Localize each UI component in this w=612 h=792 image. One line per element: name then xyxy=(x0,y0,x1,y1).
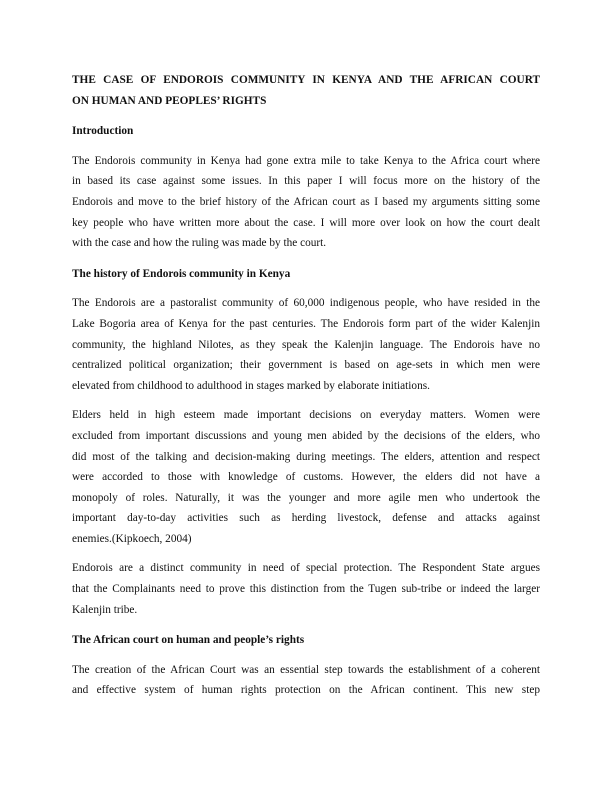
paragraph-line: Elders held in high esteem made important decisions on everyday matters. Women were xyxy=(72,409,540,422)
paragraph-line: in based its case against some issues. In this paper I will focus more on the history of the xyxy=(72,175,540,188)
paragraph xyxy=(72,293,540,396)
paragraph-line: and effective system of human rights protection on the African continent. This new step xyxy=(72,684,540,697)
paragraph-line: The Endorois are a pastoralist community of 60,000 indigenous people, who have resided in the xyxy=(72,297,540,310)
document-page xyxy=(72,70,540,701)
paragraph-line: The creation of the African Court was an essential step towards the establishment of a coherent xyxy=(72,663,540,676)
paragraph-line: Endorois are a distinct community in need of special protection. The Respondent State argues xyxy=(72,562,540,575)
paragraph-line: excluded from important discussions and young men abided by the decisions of the elders, who xyxy=(72,429,540,442)
section-heading: The history of Endorois community in Kenya xyxy=(72,267,291,280)
paragraph-line: centralized political organization; their government is based on age-sets in which men were xyxy=(72,359,540,372)
paragraph-line: Lake Bogoria area of Kenya for the past centuries. The Endorois form part of the wider Kalenjin xyxy=(72,317,540,330)
section-heading: Introduction xyxy=(72,125,134,138)
paragraph-line: The Endorois community in Kenya had gone extra mile to take Kenya to the Africa court where xyxy=(72,154,540,167)
paragraph-line: that the Complainants need to prove this distinction from the Tugen sub-tribe or indeed the larger xyxy=(72,583,540,596)
section-heading: The African court on human and people’s rights xyxy=(72,634,305,647)
paragraph-line: enemies.(Kipkoech, 2004) xyxy=(72,532,192,545)
paragraph xyxy=(72,558,540,620)
paragraph-line: Kalenjin tribe. xyxy=(72,603,138,616)
paragraph-line: Endorois and move to the brief history of the African court as I based my arguments sitting some xyxy=(72,195,540,208)
paragraph-line: community, the highland Nilotes, as they speak the Kalenjin language. The Endorois have no xyxy=(72,338,540,351)
title-line: ON HUMAN AND PEOPLES’ RIGHTS xyxy=(72,94,267,107)
paragraph-line: important day-to-day activities such as herding livestock, defense and attacks against xyxy=(72,512,540,525)
paragraph xyxy=(72,660,540,701)
paragraph-line: with the case and how the ruling was made by the court. xyxy=(72,237,327,250)
paragraph-line: key people who have written more about the case. I will more over look on how the court dealt xyxy=(72,216,540,229)
paragraph-line: did most of the talking and decision-making during meetings. The elders, attention and respect xyxy=(72,450,540,463)
document-title xyxy=(72,70,540,111)
paragraph-line: elevated from childhood to adulthood in stages marked by elaborate initiations. xyxy=(72,379,430,392)
paragraph-line: monopoly of roles. Naturally, it was the younger and more agile men who undertook the xyxy=(72,491,540,504)
paragraph-line: were accorded to those with knowledge of customs. However, the elders did not have a xyxy=(72,471,540,484)
title-line: THE CASE OF ENDOROIS COMMUNITY IN KENYA AND THE AFRICAN COURT xyxy=(72,74,540,86)
paragraph xyxy=(72,151,540,254)
paragraph xyxy=(72,405,540,549)
